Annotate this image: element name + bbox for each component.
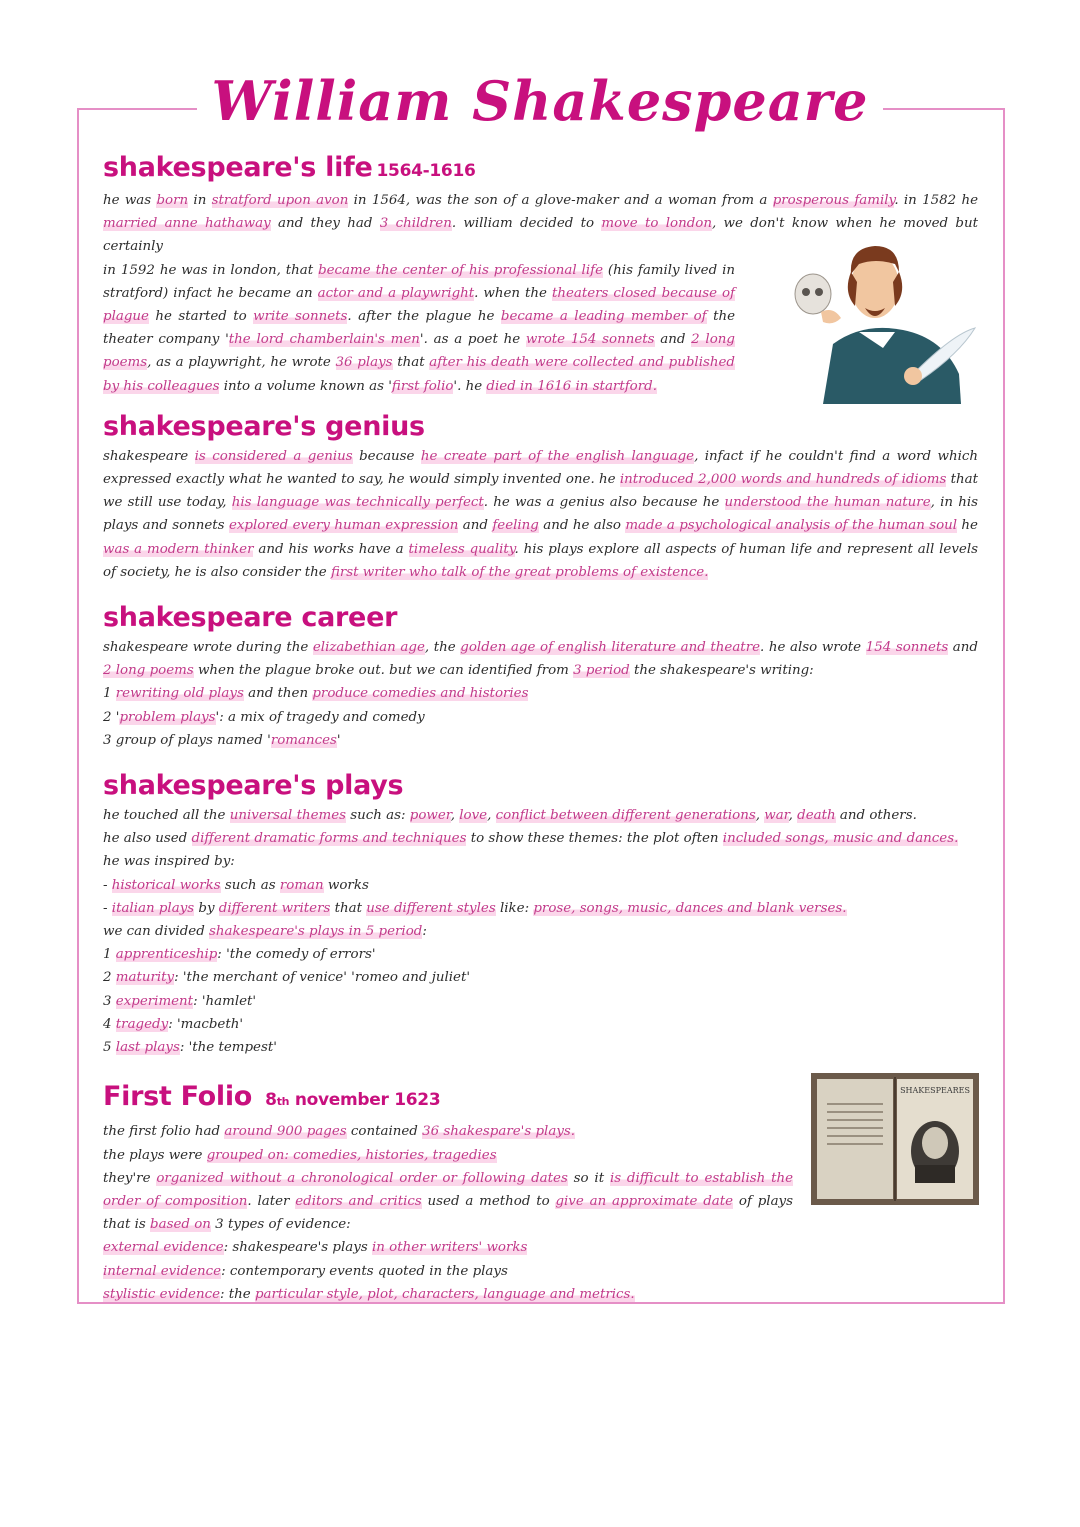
folio-pages: the first folio had around 900 pages contained 36 shakespare's plays.	[103, 1124, 576, 1140]
folio-caption: SHAKESPEARES	[900, 1086, 970, 1095]
first-folio-image	[811, 1073, 979, 1205]
plays-italian: - italian plays by different writers that use different styles like: prose, songs, music, dances and blank verses.	[103, 900, 847, 916]
period-1: 1 apprenticeship: 'the comedy of errors'	[103, 947, 376, 963]
period-4: 4 tragedy: 'macbeth'	[103, 1016, 243, 1032]
section-genius	[103, 409, 978, 584]
content	[103, 150, 978, 1306]
folio-grouping: the plays were grouped on: comedies, histories, tragedies	[103, 1147, 497, 1163]
folio-list	[103, 1120, 793, 1306]
section-career	[103, 600, 978, 752]
career-paragraph: shakespeare wrote during the elizabethian age, the golden age of english literature and theatre. he also wrote 154 sonnets and 2 long poems when the plague broke out. but we can identified from 3 period the shakespeare's writing:	[103, 640, 978, 679]
section-plays	[103, 768, 978, 1059]
folio-heading: First Folio 8th november 1623	[103, 1081, 441, 1113]
career-item-2: 2 'problem plays': a mix of tragedy and comedy	[103, 709, 425, 725]
career-item-3: 3 group of plays named 'romances'	[103, 732, 341, 748]
career-heading: shakespeare career	[103, 602, 398, 634]
stylistic-evidence: stylistic evidence: the particular style, plot, characters, language and metrics.	[103, 1286, 635, 1302]
period-2: 2 maturity: 'the merchant of venice' 'romeo and juliet'	[103, 970, 471, 986]
title-wrap	[0, 62, 1080, 140]
folio-date: 8th november 1623	[265, 1090, 441, 1111]
hand-right	[904, 367, 922, 385]
internal-evidence: internal evidence: contemporary events quoted in the plays	[103, 1263, 508, 1279]
plays-heading: shakespeare's plays	[103, 770, 404, 802]
section-life	[103, 150, 978, 398]
folio-order: they're organized without a chronological order or following dates so it is difficult to establish the order of composition. later editors and critics used a method to give an approximate date of plays that is based on 3 types of evidence:	[103, 1170, 794, 1233]
period-3: 3 experiment: 'hamlet'	[103, 993, 257, 1009]
shakespeare-illustration	[763, 234, 978, 404]
genius-paragraph: shakespeare is considered a genius because he create part of the english language, infact if he couldn't find a word which expressed exactly what he wanted to say, he would simply invented one. he introduced 2,000 words and hundreds of idioms that we still use today, his language was technically perfect. he was a genius also because he understood the human nature, in his plays and sonnets explored every human expression and feeling and he also made a psychological analysis of the human soul he was a modern thinker and his works have a timeless quality. his plays explore all aspects of human life and represent all levels of society, he is also consider the first writer who talk of the great problems of existence.	[103, 448, 979, 580]
life-paragraph-wrapped: in 1592 he was in london, that became the center of his professional life (his family lived in stratford) infact he became an actor and a playwright. when the theaters closed because of plague he started to write sonnets. after the plague he became a leading member of the theater company 'the lord chamberlain's men'. as a poet he wrote 154 sonnets and 2 long poems, as a playwright, he wrote 36 plays that after his death were collected and published by his colleagues into a volume known as 'first folio'. he died in 1616 in startford.	[103, 262, 735, 394]
period-5: 5 last plays: 'the tempest'	[103, 1040, 277, 1056]
external-evidence: external evidence: shakespeare's plays in other writers' works	[103, 1240, 528, 1256]
plays-periods: we can divided shakespeare's plays in 5 period:	[103, 924, 427, 940]
plays-themes: he touched all the universal themes such as: power, love, conflict between different generations, war, death and others.	[103, 808, 917, 824]
life-dates: 1564-1616	[376, 161, 476, 181]
life-heading: shakespeare's life 1564-1616	[103, 152, 476, 183]
skull-icon	[795, 274, 831, 314]
life-paragraph: he was born in stratford upon avon in 1564, was the son of a glove-maker and a woman from a prosperous family. in 1582 he married anne hathaway and they had 3 children. william decided to move to london, we don't know when he moved but certainly	[103, 193, 979, 255]
career-list	[103, 682, 978, 752]
genius-heading: shakespeare's genius	[103, 410, 425, 442]
plays-list	[103, 804, 978, 1059]
career-item-1: 1 rewriting old plays and then produce comedies and histories	[103, 686, 529, 702]
plays-historical: - historical works such as roman works	[103, 877, 369, 893]
hand-left	[821, 310, 841, 323]
plays-forms: he also used different dramatic forms and techniques to show these themes: the plot often included songs, music and dances.	[103, 831, 959, 847]
page-title: William Shakespeare	[197, 62, 882, 140]
plays-inspired: he was inspired by:	[103, 854, 235, 870]
